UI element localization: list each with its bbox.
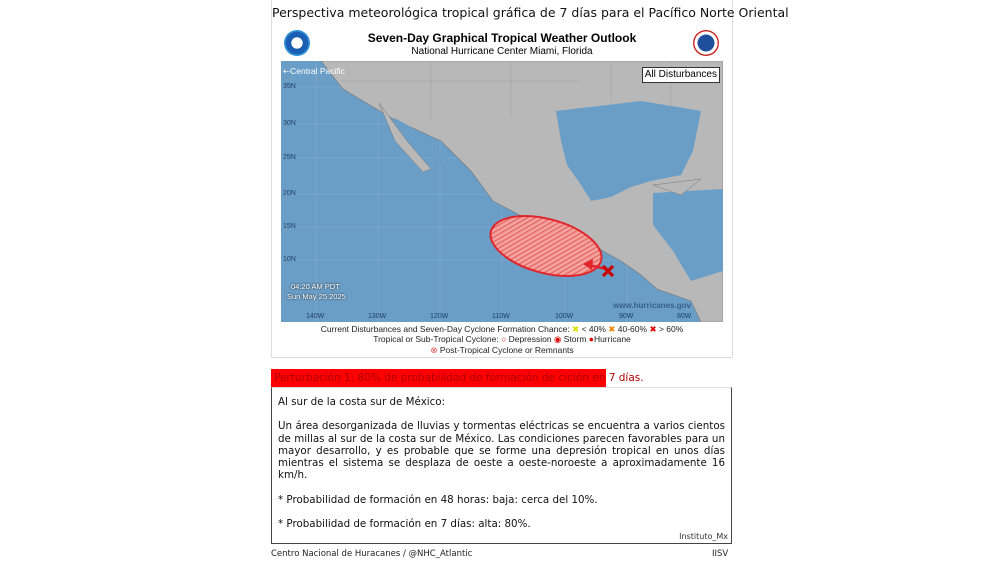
issue-time: 04:20 AM PDT <box>291 282 340 291</box>
lon-label: 140W <box>306 313 325 320</box>
discussion-body: Un área desorganizada de lluvias y tormentas eléctricas se encuentra a varios cientos de millas al sur de la costa sur de México. Las condiciones parecen favorables para un mayor desarrollo, y es probable que se forme una depresión tropical en unos días mientras el sistema se desplaza de oeste a oeste-noroeste a aproximadamente 16 km/h. <box>278 420 725 482</box>
map-subtitle: National Hurricane Center Miami, Florida <box>411 46 593 57</box>
lat-label: 25N <box>283 154 296 161</box>
lon-label: 80W <box>677 313 692 320</box>
lon-label: 110W <box>492 313 510 320</box>
probability-48h: * Probabilidad de formación en 48 horas: baja: cerca del 10%. <box>278 493 598 506</box>
storm-icon: ◉ <box>553 334 562 344</box>
central-pacific-link[interactable]: ⇠Central Pacific <box>283 66 345 76</box>
depression-icon: ○ <box>501 334 507 344</box>
footer-source: Centro Nacional de Huracanes / @NHC_Atlantic <box>271 549 473 559</box>
map-graphic <box>281 61 723 322</box>
map-title: Seven-Day Graphical Tropical Weather Outlook <box>367 31 637 45</box>
discussion-heading: Al sur de la costa sur de México: <box>278 396 446 408</box>
legend-formation: Current Disturbances and Seven-Day Cyclone Formation Chance: ✖ < 40% ✖ 40-60% ✖ > 60% <box>320 324 684 334</box>
disturbance-banner: Perturbación 1: 80% de probabilidad de formación de ciclón en 7 días. <box>271 369 606 387</box>
discussion-box <box>271 387 732 544</box>
all-disturbances-button[interactable]: All Disturbances <box>642 67 720 83</box>
credit: Instituto_Mx <box>679 532 728 541</box>
x-red-icon: ✖ <box>649 324 657 334</box>
outlook-map <box>281 61 723 322</box>
lat-label: 15N <box>283 223 296 230</box>
post-tropical-icon: ⊗ <box>430 345 438 355</box>
issue-date: Sun May 25 2025 <box>287 292 346 301</box>
legend-post: ⊗ Post-Tropical Cyclone or Remnants <box>430 345 574 355</box>
legend-cyclone: Tropical or Sub-Tropical Cyclone: ○ Depression ◉ Storm ●Hurricane <box>373 334 631 344</box>
lon-label: 120W <box>430 313 449 320</box>
website-label: www.hurricanes.gov <box>613 301 691 310</box>
lat-label: 20N <box>283 190 296 197</box>
x-orange-icon: ✖ <box>608 324 616 334</box>
footer-mark: IISV <box>712 549 729 559</box>
lon-label: 100W <box>555 313 574 320</box>
lon-label: 130W <box>368 313 387 320</box>
disturbance-x-marker <box>603 266 613 276</box>
lat-label: 30N <box>283 120 296 127</box>
probability-7d: * Probabilidad de formación en 7 días: alta: 80%. <box>278 518 531 531</box>
page-title: Perspectiva meteorológica tropical gráfica de 7 días para el Pacífico Norte Oriental <box>272 5 789 20</box>
hurricane-icon: ● <box>588 334 594 344</box>
lat-label: 35N <box>283 83 296 90</box>
lat-label: 10N <box>283 256 296 263</box>
land-north-america <box>321 61 723 322</box>
outlook-card <box>271 0 789 358</box>
lon-label: 90W <box>619 313 634 320</box>
x-yellow-icon: ✖ <box>572 324 580 334</box>
